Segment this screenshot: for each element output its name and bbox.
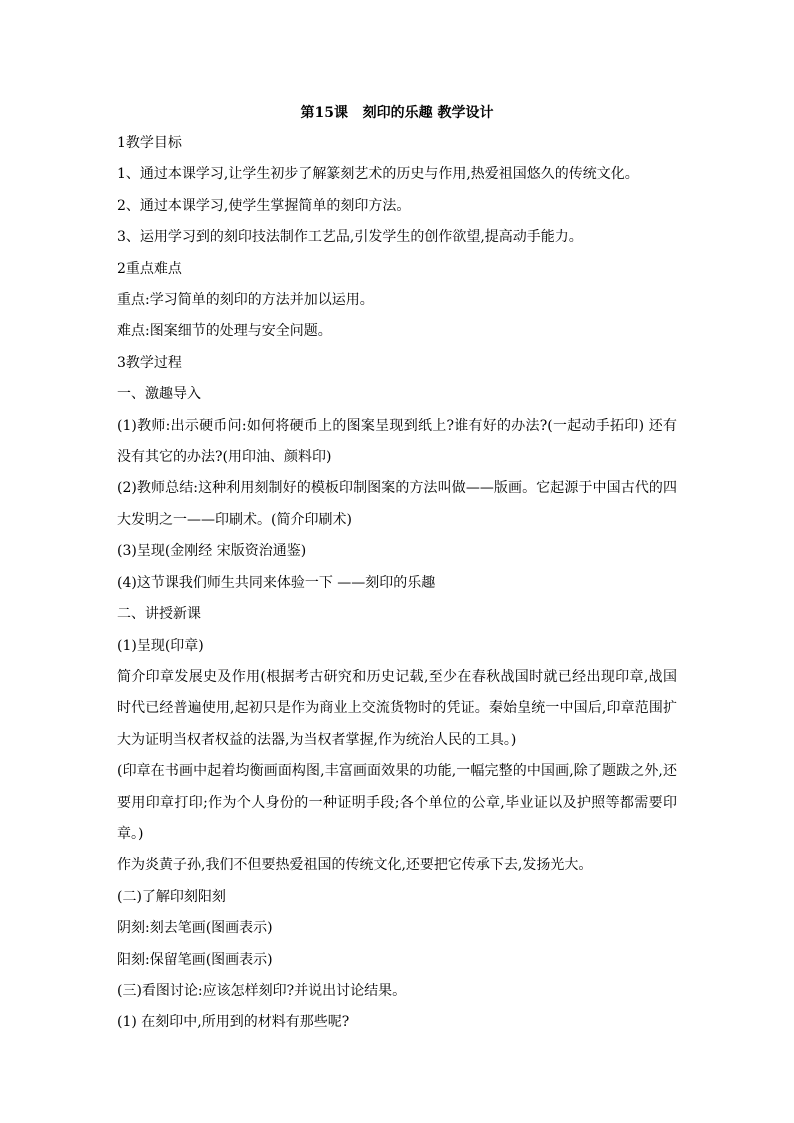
intro-step-3: (3)呈现(金刚经 宋版资治通鉴) xyxy=(117,543,307,560)
lesson-step-3: (三)看图讨论:应该怎样刻印?并说出讨论结果。 xyxy=(117,982,407,999)
lesson-step-2: (二)了解印刻阳刻 xyxy=(117,888,226,905)
section-intro: 一、激趣导入 xyxy=(117,386,201,403)
document-title: 第15课 刻印的乐趣 教学设计 xyxy=(300,105,494,121)
intro-step-2: (2)教师总结:这种利用刻制好的模板印制图案的方法叫做——版画。它起源于中国古代的四大发明之一——印刷术。(简介印刷术) xyxy=(117,480,677,528)
heading-objectives: 1教学目标 xyxy=(117,135,182,151)
seal-history: 简介印章发展史及作用(根据考古研究和历史记载,至少在春秋战国时就已经出现印章,战国时代已经普遍使用,起初只是作为商业上交流货物时的凭证。秦始皇统一中国后,印章范围扩大为证明当权者权益的法器,为当权者掌握,作为统治人民的工具。) xyxy=(117,668,677,748)
materials-question: (1) 在刻印中,所用到的材料有那些呢? xyxy=(117,1014,350,1031)
key-point: 重点:学习简单的刻印的方法并加以运用。 xyxy=(117,292,374,309)
intro-step-4: (4)这节课我们师生共同来体验一下 ——刻印的乐趣 xyxy=(117,574,436,591)
objective-2: 2、通过本课学习,使学生掌握简单的刻印方法。 xyxy=(117,197,411,214)
difficulty: 难点:图案细节的处理与安全问题。 xyxy=(117,323,332,340)
heading-key-points: 2重点难点 xyxy=(117,260,182,277)
seal-function: (印章在书画中起着均衡画面构图,丰富画面效果的功能,一幅完整的中国画,除了题跋之外,还要用印章打印;作为个人身份的一种证明手段;各个单位的公章,毕业证以及护照等都需要印章。) xyxy=(117,763,677,842)
heading-process: 3教学过程 xyxy=(117,354,182,371)
intaglio-definition: 阴刻:刻去笔画(图画表示) xyxy=(117,920,273,937)
heritage-note: 作为炎黄子孙,我们不但要热爱祖国的传统文化,还要把它传承下去,发扬光大。 xyxy=(117,857,593,874)
section-new-lesson: 二、讲授新课 xyxy=(117,606,201,623)
document-body xyxy=(117,128,677,1039)
objective-1: 1、通过本课学习,让学生初步了解篆刻艺术的历史与作用,热爱祖国悠久的传统文化。 xyxy=(117,166,639,183)
relief-definition: 阳刻:保留笔画(图画表示) xyxy=(117,951,273,968)
intro-step-1: (1)教师:出示硬币问:如何将硬币上的图案呈现到纸上?谁有好的办法?(一起动手拓印) 还有没有其它的办法?(用印油、颜料印) xyxy=(117,417,677,466)
document-page xyxy=(117,98,677,1039)
lesson-step-1: (1)呈现(印章) xyxy=(117,637,204,654)
objective-3: 3、运用学习到的刻印技法制作工艺品,引发学生的创作欲望,提高动手能力。 xyxy=(117,229,583,246)
